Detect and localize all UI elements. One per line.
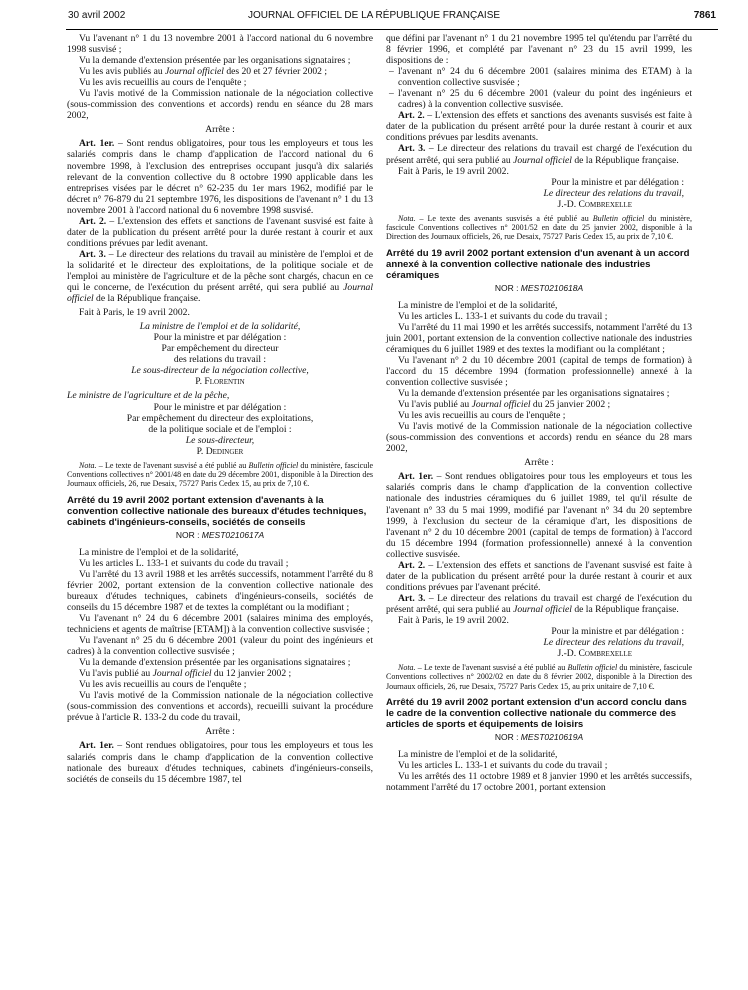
signature-line: des relations du travail : bbox=[173, 354, 267, 366]
signature-line: Le ministre de l'agriculture et de la pêche, bbox=[67, 390, 230, 402]
paragraph: Vu l'arrêté du 13 avril 1988 et les arrêtés successifs, notamment l'arrêté du 8 février 2002, portant extension de la convention collective nationale des bureaux d'études techniques, cabinets d'ingénieurs-conseils, sociétés de conseils du 15 décembre 1987 et de textes la complétant ou la modifiant ; bbox=[67, 568, 373, 613]
paragraph: Vu la demande d'extension présentée par les organisations signataires ; bbox=[79, 657, 351, 669]
paragraph: La ministre de l'emploi et de la solidarité, bbox=[398, 299, 558, 311]
nor-reference: NOR : MEST0210617A bbox=[175, 529, 265, 540]
signature-line: Par empêchement du directeur bbox=[161, 343, 279, 355]
article-2: Art. 2. – L'extension des effets et sanctions de l'avenant susvisé est faite à dater de la publication du présent arrêté pour la durée restant à courir et aux conditions prévues par ledit avenant. bbox=[67, 215, 373, 249]
paragraph: Vu les articles L. 133-1 et suivants du code du travail ; bbox=[398, 760, 608, 772]
article-1: Art. 1er. – Sont rendues obligatoires, pour tous les employeurs et tous les salariés compris dans le champ d'application de la convention collective nationale des bureaux d'études techniques, cabinets d'ingénieurs-conseils, sociétés de conseils du 15 décembre 1987, tel bbox=[67, 740, 373, 785]
decree-title: Arrêté du 19 avril 2002 portant extension d'un accord conclu dans le cadre de la convention collective nationale du commerce des articles de sports et équipements de loisirs bbox=[386, 697, 687, 731]
paragraph: La ministre de l'emploi et de la solidarité, bbox=[398, 749, 558, 761]
nota: Nota. – Le texte de l'avenant susvisé a été publié au Bulletin officiel du ministère, fascicule Conventions collectives n° 2002/02 en date du 8 février 2002, disponible à la Direction des Journaux officiels, 26, rue Desaix, 75727 Paris Cedex 15, au prix unitaire de 7,10 €. bbox=[386, 663, 692, 691]
nor-reference: NOR : MEST0210619A bbox=[494, 732, 584, 743]
list-item: – l'avenant n° 25 du 6 décembre 2001 (valeur du point des ingénieurs et cadres) à la convention collective susvisée. bbox=[389, 88, 692, 111]
paragraph: Vu l'arrêté du 11 mai 1990 et les arrêtés successifs, notamment l'arrêté du 13 juin 2001, portant extension de la convention collective nationale des industries céramiques du 6 juillet 1989 et des textes la modifiant ou la complétant ; bbox=[386, 321, 692, 355]
header-date: 30 avril 2002 bbox=[68, 10, 126, 21]
paragraph: Vu l'avenant n° 25 du 6 décembre 2001 (valeur du point des ingénieurs et cadres) à la convention collective susvisée ; bbox=[67, 635, 373, 658]
signatory-name: P. Dedinger bbox=[196, 445, 244, 457]
page-header bbox=[0, 10, 748, 28]
paragraph: Vu les avis recueillis au cours de l'enquête ; bbox=[398, 410, 566, 422]
paragraph: Vu l'avis publié au Journal officiel du 25 janvier 2002 ; bbox=[398, 399, 611, 411]
paragraph: Vu l'avis motivé de la Commission nationale de la négociation collective (sous-commission des conventions et accords) rendu en séance du 28 mars 2002, bbox=[67, 88, 373, 122]
signature-line: Le directeur des relations du travail, bbox=[543, 187, 684, 199]
paragraph: Vu la demande d'extension présentée par les organisations signataires ; bbox=[398, 388, 670, 400]
paragraph: Vu l'avis motivé de la Commission nationale de la négociation collective (sous-commission des conventions et accords) rendu en séance du 28 mars 2002, bbox=[386, 421, 692, 455]
arrete-heading: Arrête : bbox=[205, 124, 235, 136]
arrete-heading: Arrête : bbox=[524, 457, 554, 469]
paragraph: Vu l'avis publié au Journal officiel du 12 janvier 2002 ; bbox=[79, 668, 292, 680]
right-column bbox=[386, 33, 692, 793]
signature-line: Le sous-directeur, bbox=[185, 434, 255, 446]
signature-line: La ministre de l'emploi et de la solidarité, bbox=[139, 321, 301, 333]
paragraph: Vu les articles L. 133-1 et suivants du code du travail ; bbox=[79, 557, 289, 569]
nota: Nota. – Le texte des avenants susvisés a été publié au Bulletin officiel du ministère, fascicule Conventions collectives n° 2001/52 en date du 25 janvier 2002, disponible à la Direction des Journaux officiels, 26, rue Desaix, 75727 Paris Cedex 15, au prix de 7,10 €. bbox=[386, 213, 692, 242]
paragraph: Vu les avis recueillis au cours de l'enquête ; bbox=[79, 679, 247, 691]
article-2: Art. 2. – L'extension des effets et sanctions des avenants susvisés est faite à dater de la publication du présent arrêté pour la durée restant à courir et aux conditions prévues par lesdits avenants. bbox=[386, 110, 693, 144]
nota: Nota. – Le texte de l'avenant susvisé a été publié au Bulletin officiel du ministère, fascicule Conventions collectives n° 2001/48 en date du 29 décembre 2001, disponible à la Direction des Journaux officiels, 26, rue Desaix, 75727 Paris Cedex 15, au prix de 7,10 €. bbox=[67, 460, 373, 489]
nor-reference: NOR : MEST0210618A bbox=[494, 282, 584, 293]
paragraph: La ministre de l'emploi et de la solidarité, bbox=[79, 546, 239, 558]
fait-a-paris: Fait à Paris, le 19 avril 2002. bbox=[79, 307, 190, 319]
signatory-name: P. Florentin bbox=[195, 376, 245, 388]
list-item: – l'avenant n° 24 du 6 décembre 2001 (salaires minima des ETAM) à la convention collective susvisée ; bbox=[389, 66, 692, 89]
signature-line: Le directeur des relations du travail, bbox=[543, 637, 684, 649]
signatory-name: J.-D. Combrexelle bbox=[557, 648, 632, 660]
paragraph: Vu l'avenant n° 24 du 6 décembre 2001 (salaires minima des employés, techniciens et agents de maîtrise [ETAM]) à la convention collective susvisée ; bbox=[67, 612, 373, 635]
paragraph: que défini par l'avenant n° 1 du 21 novembre 1995 tel qu'étendu par l'arrêté du 8 février 1996, et complété par l'avenant n° 23 du 15 avril 1999, les dispositions de : bbox=[386, 33, 692, 67]
arrete-heading: Arrête : bbox=[205, 726, 235, 738]
signature-line: Pour le ministre et par délégation : bbox=[153, 401, 287, 413]
article-1: Art. 1er. – Sont rendues obligatoires pour tous les employeurs et tous les salariés compris dans le champ d'application de la convention collective nationale des industries céramiques du 6 juillet 1989, tel qu'il résulte de l'avenant n° 33 du 5 mai 1999, modifié par l'avenant n° 34 du 20 septembre 1999, à l'exclusion du secteur de la céramique d'art, les dispositions de l'avenant n° 2 du 10 décembre 2001 (capital de temps de formation) à l'accord du 15 décembre 1994 (formation professionnelle) annexé à la convention collective susvisée. bbox=[386, 471, 692, 560]
article-3: Art. 3. – Le directeur des relations du travail est chargé de l'exécution du présent arrêté, qui sera publié au Journal officiel de la République française. bbox=[386, 592, 693, 615]
paragraph: Vu l'avenant n° 1 du 13 novembre 2001 à l'accord national du 6 novembre 1998 susvisé ; bbox=[67, 33, 373, 56]
header-page-number: 7861 bbox=[693, 10, 716, 21]
paragraph: Vu l'avenant n° 2 du 10 décembre 2001 (capital de temps de formation) à l'accord du 15 décembre 1994 (formation professionnelle) annexé à la convention collective susvisée ; bbox=[386, 354, 692, 389]
signature-line: Le sous-directeur de la négociation collective, bbox=[131, 365, 309, 377]
paragraph: Vu les arrêtés des 11 octobre 1989 et 8 janvier 1990 et les arrêtés successifs, notamment l'arrêté du 17 octobre 2001, portant extension bbox=[386, 771, 692, 794]
decree-title: Arrêté du 19 avril 2002 portant extension d'un avenant à un accord annexé à la convention collective nationale des industries céramiques bbox=[386, 247, 690, 281]
paragraph: Vu la demande d'extension présentée par les organisations signataires ; bbox=[79, 55, 351, 67]
signature-line: Pour la ministre et par délégation : bbox=[551, 626, 684, 638]
paragraph: Vu l'avis motivé de la Commission nationale de la négociation collective (sous-commission des conventions et accords), recueilli suivant la procédure prévue à l'article R. 133-2 du code du travail, bbox=[67, 690, 373, 724]
header-rule bbox=[66, 29, 718, 30]
article-1: Art. 1er. – Sont rendus obligatoires, pour tous les employeurs et tous les salariés compris dans le champ d'application de l'accord national du 6 novembre 1998, à l'exclusion des entreprises occupant jusqu'à dix salariés relevant de la convention collective du 8 octobre 1990 applicable dans les entreprises visées par le décret n° 62-235 du 1er mars 1962, modifié par le décret n° 76-879 du 21 septembre 1976, les dispositions de l'avenant n° 1 du 13 novembre 2001 à l'accord national du 6 novembre 1998 susvisé. bbox=[67, 138, 373, 216]
article-3: Art. 3. – Le directeur des relations du travail est chargé de l'exécution du présent arrêté, qui sera publié au Journal officiel de la République française. bbox=[386, 143, 693, 166]
paragraph: Vu les avis recueillis au cours de l'enquête ; bbox=[79, 77, 247, 89]
decree-title: Arrêté du 19 avril 2002 portant extension d'avenants à la convention collective nationale des bureaux d'études techniques, cabinets d'ingénieurs-conseils, sociétés de conseils bbox=[67, 494, 367, 528]
signature-line: Pour la ministre et par délégation : bbox=[153, 332, 287, 344]
signature-line: Pour la ministre et par délégation : bbox=[551, 176, 684, 188]
paragraph: Vu les avis publiés au Journal officiel des 20 et 27 février 2002 ; bbox=[79, 66, 328, 78]
header-journal-title: JOURNAL OFFICIEL DE LA RÉPUBLIQUE FRANÇAISE bbox=[247, 10, 501, 21]
fait-a-paris: Fait à Paris, le 19 avril 2002. bbox=[398, 165, 509, 177]
signature-line: Par empêchement du directeur des exploitations, bbox=[126, 412, 314, 424]
article-3: Art. 3. – Le directeur des relations du travail au ministère de l'emploi et de la solidarité et le directeur des exploitations, de la politique sociale et de l'emploi au ministère de l'agriculture et de la pêche sont chargés, chacun en ce qui le concerne, de l'exécution du présent arrêté, qui sera publié au Journal officiel de la République française. bbox=[67, 248, 374, 305]
article-2: Art. 2. – L'extension des effets et sanctions de l'avenant susvisé est faite à dater de la publication du présent arrêté pour la durée restant à courir et aux conditions prévues par l'avenant précité. bbox=[386, 559, 692, 593]
signature-line: de la politique sociale et de l'emploi : bbox=[148, 423, 292, 435]
signatory-name: J.-D. Combrexelle bbox=[557, 198, 632, 210]
paragraph: Vu les articles L. 133-1 et suivants du code du travail ; bbox=[398, 310, 608, 322]
fait-a-paris: Fait à Paris, le 19 avril 2002. bbox=[398, 615, 509, 626]
left-column bbox=[67, 33, 373, 785]
